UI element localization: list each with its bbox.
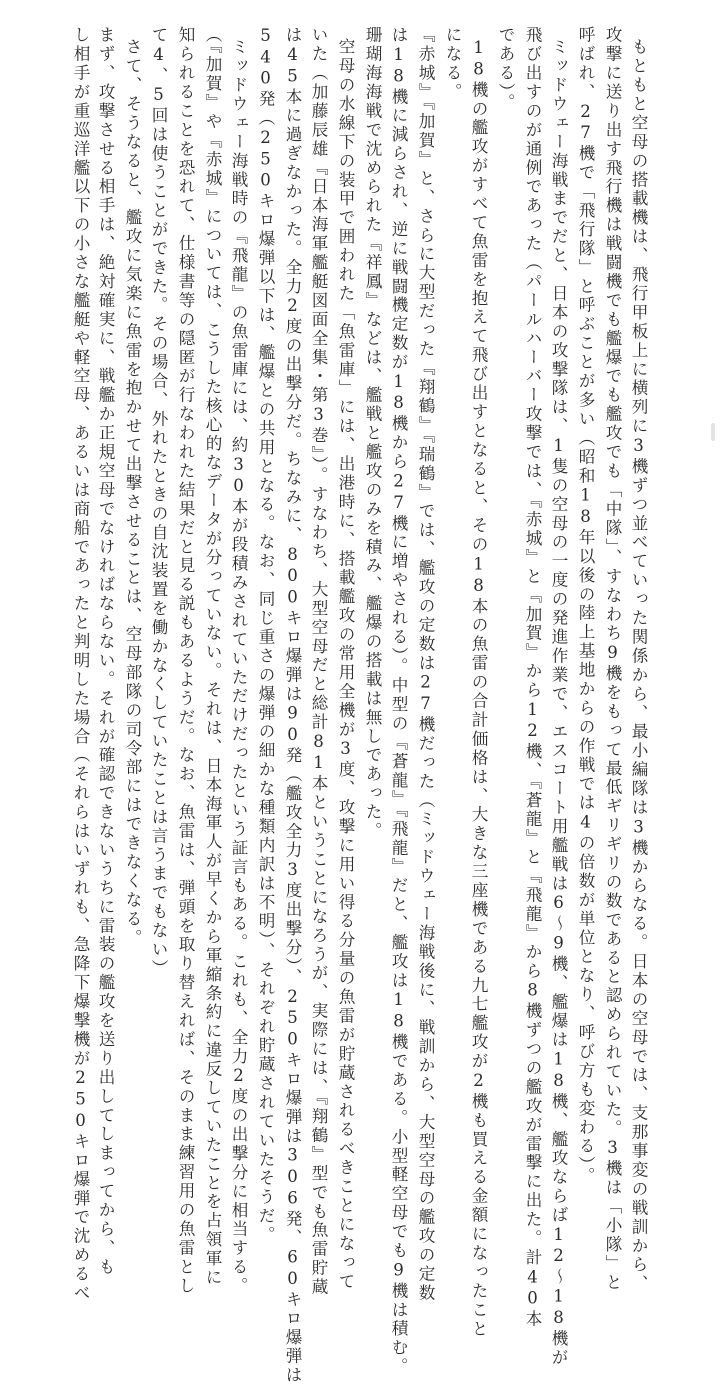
text-column-17: （『加賀』や『赤城』については、こうした核心的なデータが分っていない。それは、日本海軍人が早くから軍縮条約に違反していたことを占領軍に (203, 26, 222, 1288)
text-column-2: 攻撃に送り出す飛行機は戦闘機でも艦爆でも艦攻でも「中隊」、すなわち9機をもって最低ギリギリの数であると認められていた。3機は「小隊」と (603, 26, 622, 1293)
text-column-14: は45本に過ぎなかった。全力2度の出撃分だ。ちなみに、800キロ爆弾は90発（艦攻全力3度出撃分）、250キロ爆弾は306発、60キロ爆弾は (283, 26, 302, 1385)
text-column-1: もともと空母の搭載機は、飛行甲板上に横列に3機ずつ並べていった関係から、最小編隊は3機からなる。日本の空母では、支那事変の戦訓から、 (629, 38, 648, 1294)
text-column-16: ミッドウェー海戦時の『飛龍』の魚雷庫には、約30本が段積みされていただけだったという証言もある。これも、全力2度の出撃分に相当する。 (229, 38, 248, 1296)
text-column-10: は18機に減らされ、逆に戦闘機定数が18機から27機に増やされる）。中型の『蒼龍』『飛龍』だと、艦攻は18機である。小型軽空母でも9機は積む。 (389, 26, 408, 1377)
text-column-13: いた（加藤辰雄『日本海軍艦艇図面全集・第3巻』）。すなわち、大型空母だと総計81本ということになろうが、実際には、『翔鶴』型でも魚雷貯蔵 (309, 26, 328, 1297)
text-column-5: 飛び出すのが通例であった（パールハーバー攻撃では、『赤城』と『加賀』から12機、『蒼龍』と『飛龍』から8機ずつの艦攻が雷撃に出た。計40本 (523, 26, 542, 1329)
scroll-position-marker[interactable] (711, 423, 715, 441)
text-column-4: ミッドウェー海戦までだと、日本の攻撃隊は、1隻の空母の一度の発進作業で、エスコート用艦戦は6～9機、艦爆は18機、艦攻ならば12～18機が (549, 38, 568, 1368)
text-column-11: 珊瑚海海戦で沈められた『祥鳳』などは、艦戦と艦攻のみを積み、艦爆の搭載は無しであった。 (363, 26, 382, 841)
text-column-9: 『赤城』『加賀』と、さらに大型だった『翔鶴』『瑞鶴』では、艦攻の定数は27機だった（ミッドウェー海戦後に、戦訓から、大型空母の艦攻の定数 (416, 26, 435, 1303)
text-column-6: である）。 (496, 26, 515, 113)
text-column-21: まず、攻撃させる相手は、絶対確実に、戦艦か正規空母でなければならない。それが確認できないうちに雷装の艦攻を送り出してしまってから、も (96, 26, 115, 1277)
text-column-12: 空母の水線下の装甲で囲われた「魚雷庫」には、出港時に、搭載艦攻の常用全機が3度、攻撃に用い得る分量の魚雷が貯蔵されるべきことになって (336, 38, 355, 1292)
text-column-3: 呼ばれ、27機で「飛行隊」と呼ぶことが多い（昭和18年以後の陸上基地からの作戦では4の倍数が単位となり、呼び方も変わる）。 (576, 26, 595, 1186)
text-column-7: 18機の艦攻がすべて魚雷を抱えて飛び出すとなると、その18本の魚雷の合計価格は、大きな三座機である九七艦攻が2機も買える金額になったこと (469, 38, 488, 1339)
text-column-18: 知られることを恐れて、仕様書等の隠匿が行なわれた結果だと見る説もあるようだ。なお、魚雷は、弾頭を取り替えれば、そのまま練習用の魚雷とし (176, 26, 195, 1296)
text-column-19: て4、5回は使うことができた。その場合、外れたときの自沈装置を働かなくしていたことは言うまでもない） (149, 26, 168, 979)
text-column-8: になる。 (443, 26, 462, 102)
text-column-22: し相手が重巡洋艦以下の小さな艦艇や軽空母、あるいは商船であったと判明した場合（それらはいずれも、急降下爆撃機が250キロ爆弾で沈めるべ (71, 26, 90, 1303)
text-column-15: 540発（250キロ爆弾以下は、艦爆との共用となる。なお、同じ重さの爆弾の細かな種類内訳は不明）、それぞれ貯蔵されていたそうだ。 (256, 26, 275, 1245)
text-column-20: さて、そうなると、艦攻に気楽に魚雷を抱かせて出撃させることは、空母部隊の司令部にはできなくなる。 (123, 38, 142, 948)
